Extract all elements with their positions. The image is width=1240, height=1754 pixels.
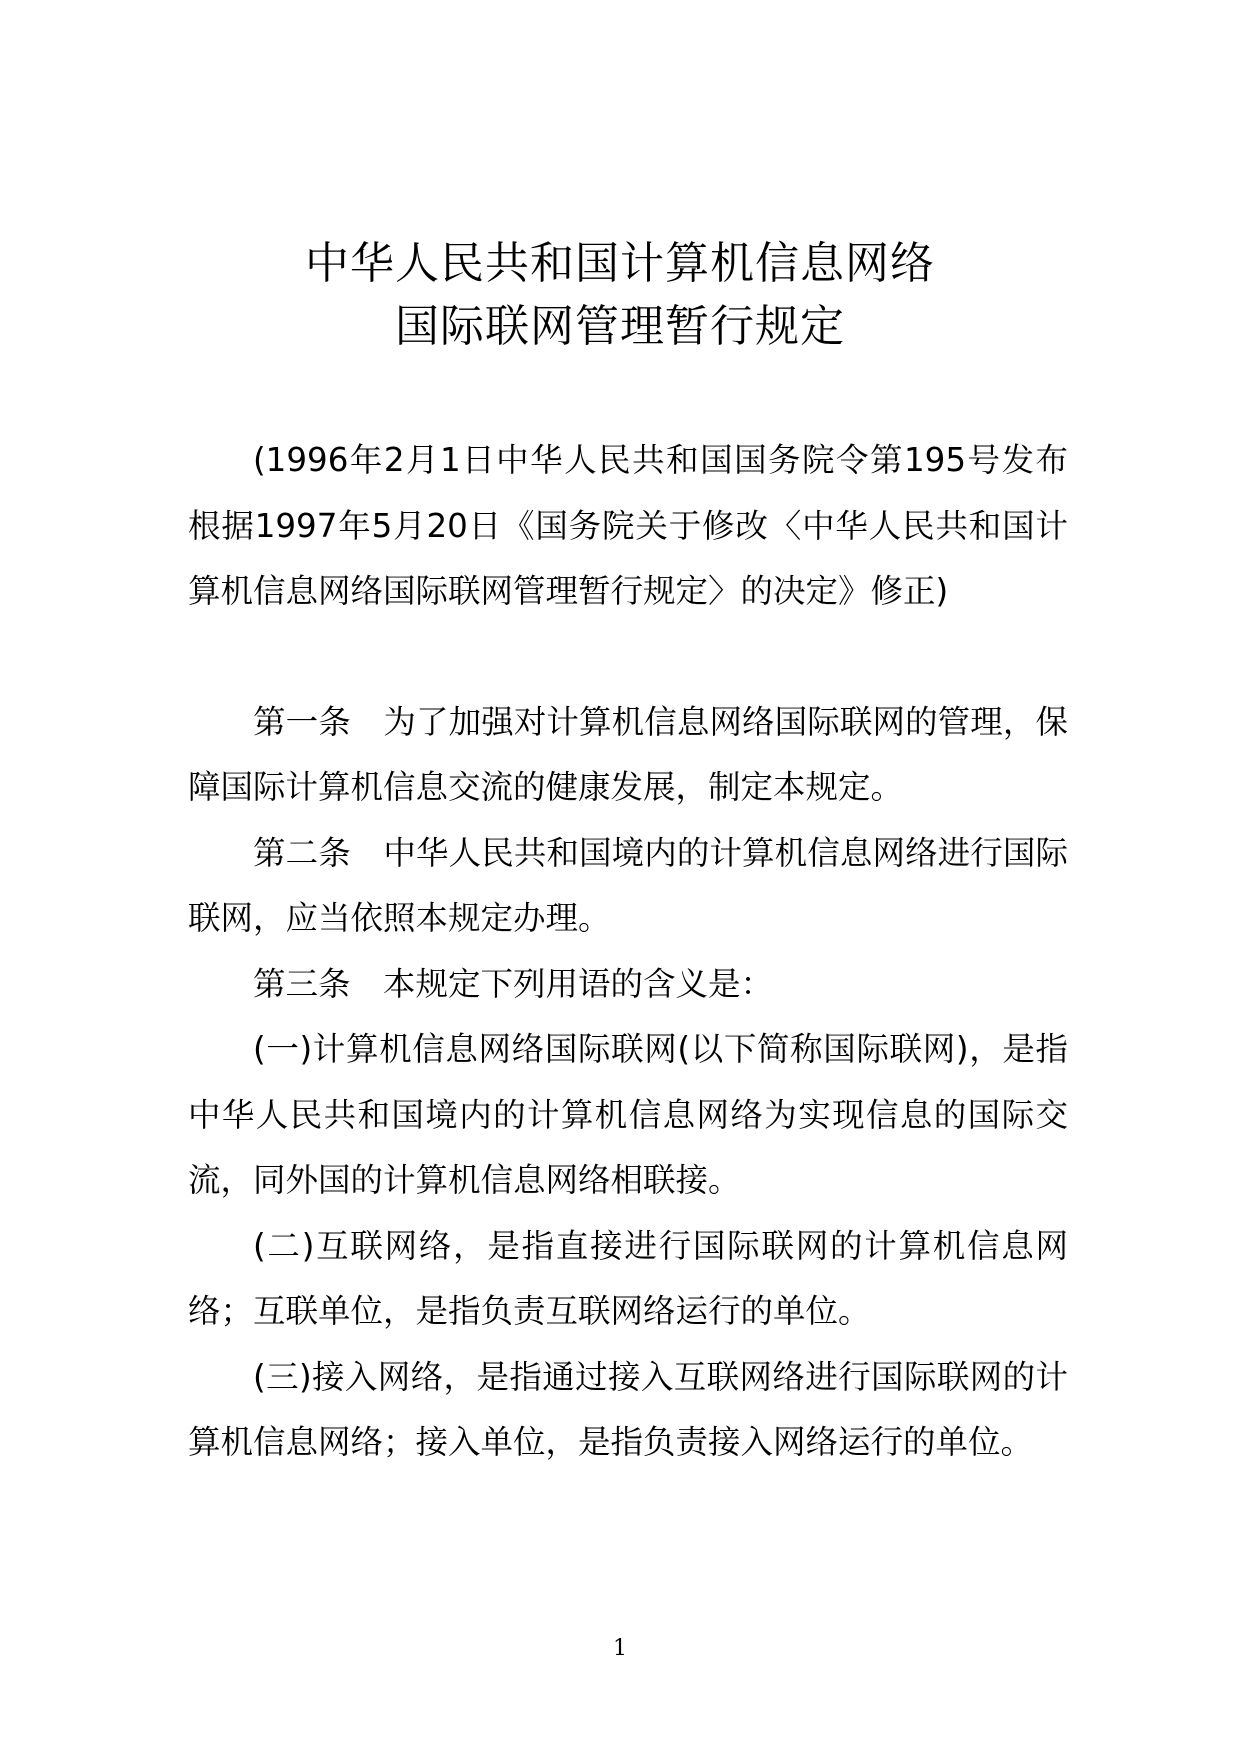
preamble-paragraph: (1996年2月1日中华人民共和国国务院令第195号发布 根据1997年5月20日《国务院关于修改〈中华人民共和国计算机信息网络国际联网管理暂行规定〉的决定》修正) (188, 441, 1101, 610)
title-line-1: 中华人民共和国计算机信息网络 (305, 238, 935, 289)
article-3-paragraph: 第三条 本规定下列用语的含义是： (253, 964, 774, 1003)
document-body (188, 428, 1101, 1476)
title-line-2: 国际联网管理暂行规定 (395, 301, 845, 352)
document-title (0, 232, 1240, 358)
article-3-item-1-paragraph: (一)计算机信息网络国际联网(以下简称国际联网)，是指中华人民共和国境内的计算机信息网络为实现信息的国际交流，同外国的计算机信息网络相联接。 (188, 1030, 1068, 1199)
article-1-paragraph: 第一条 为了加强对计算机信息网络国际联网的管理，保障国际计算机信息交流的健康发展，制定本规定。 (188, 702, 1068, 806)
article-2-paragraph: 第二条 中华人民共和国境内的计算机信息网络进行国际联网，应当依照本规定办理。 (188, 833, 1068, 937)
article-3-item-2-paragraph: (二)互联网络，是指直接进行国际联网的计算机信息网络；互联单位，是指负责互联网络运行的单位。 (188, 1226, 1068, 1330)
article-3-item-3-paragraph: (三)接入网络，是指通过接入互联网络进行国际联网的计算机信息网络；接入单位，是指负责接入网络运行的单位。 (188, 1357, 1068, 1461)
page-number: 1 (613, 1636, 627, 1661)
